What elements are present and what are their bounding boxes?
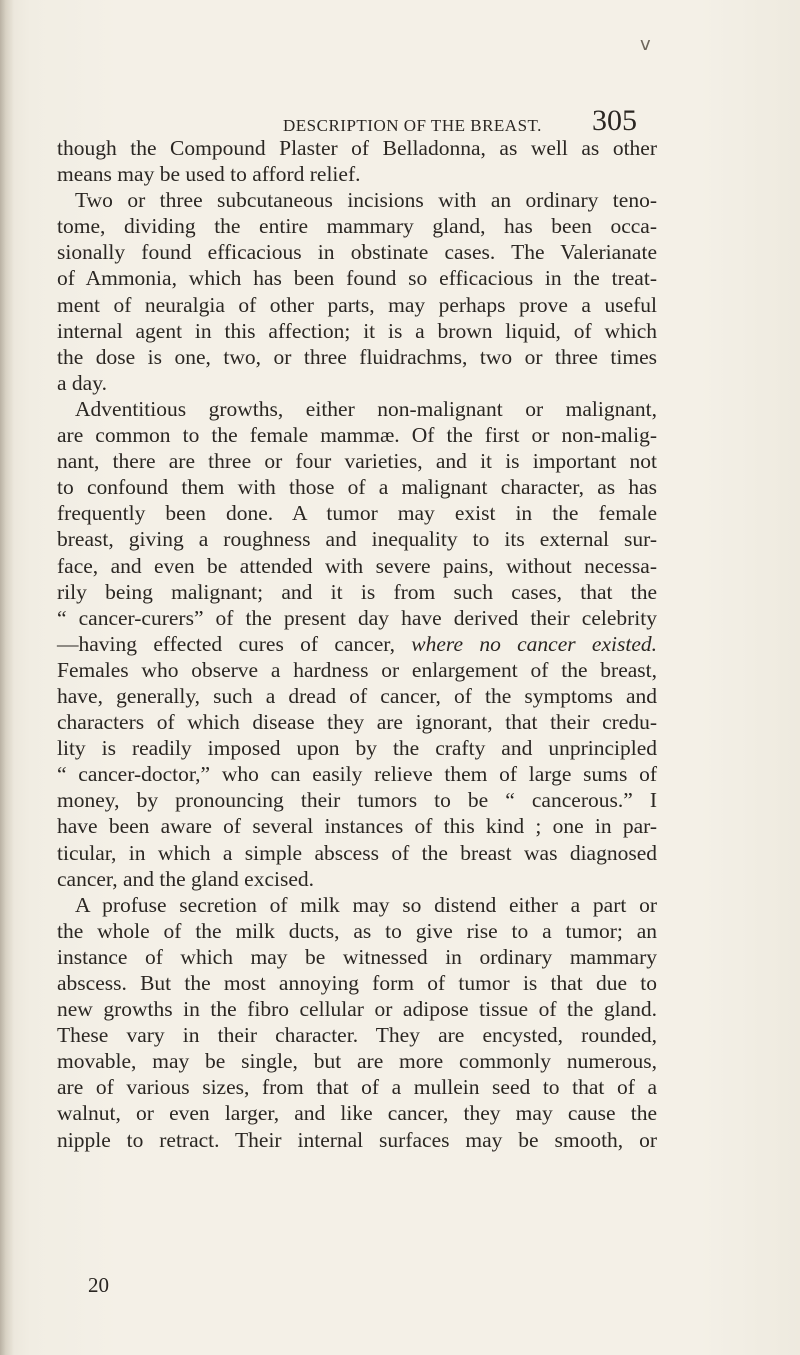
text-line: abscess. But the most annoying form of tumor is that due to (57, 971, 657, 995)
text-line: tome, dividing the entire mammary gland, has been occa- (57, 214, 657, 239)
text-line-mixed (57, 631, 657, 657)
text-line: movable, may be single, but are more commonly numerous, (57, 1049, 657, 1074)
text-line: characters of which disease they are ignorant, that their credu- (57, 710, 657, 735)
page-header (0, 86, 800, 137)
text-line: instance of which may be witnessed in ordinary mammary (57, 944, 657, 969)
page-number: 305 (592, 104, 637, 137)
text-line: lity is readily imposed upon by the crafty and unprincipled (57, 736, 657, 761)
italic-phrase: where no cancer existed. (411, 631, 657, 656)
text-line: “ cancer-doctor,” who can easily relieve them of large sums of (57, 762, 657, 787)
text-line: sionally found efficacious in obstinate cases. The Valerianate (57, 240, 657, 265)
text-line: ticular, in which a simple abscess of the breast was diagnosed (57, 840, 657, 865)
text-line: nipple to retract. Their internal surfaces may be smooth, or (57, 1127, 657, 1152)
text-line: have been aware of several instances of this kind ; one in par- (57, 814, 657, 839)
text-line: face, and even be attended with severe pains, without necessa- (57, 553, 657, 578)
text-line: rily being malignant; and it is from such cases, that the (57, 579, 657, 604)
text-line: ment of neuralgia of other parts, may perhaps prove a useful (57, 292, 657, 317)
signature-mark: 20 (88, 1273, 109, 1297)
page-binding-edge (0, 0, 14, 1355)
text-line: frequently been done. A tumor may exist in the female (57, 501, 657, 526)
text-line: Females who observe a hardness or enlargement of the breast, (57, 657, 657, 682)
text-line: are common to the female mammæ. Of the first or non-malig- (57, 423, 657, 448)
text-line: the whole of the milk ducts, as to give rise to a tumor; an (57, 918, 657, 943)
corner-mark: v (640, 34, 651, 55)
text-line: Adventitious growths, either non-malignant or malignant, (75, 396, 657, 421)
text-line: “ cancer-curers” of the present day have derived their celebrity (57, 605, 657, 630)
text-line: new growths in the fibro cellular or adipose tissue of the gland. (57, 997, 657, 1022)
text-line: money, by pronouncing their tumors to be “ cancerous.” I (57, 788, 657, 813)
text-line: internal agent in this affection; it is a brown liquid, of which (57, 318, 657, 343)
text-line: Two or three subcutaneous incisions with an ordinary teno- (75, 188, 657, 213)
text-line: are of various sizes, from that of a mullein seed to that of a (57, 1075, 657, 1100)
text-segment: —having effected cures of cancer, (57, 631, 412, 656)
text-line: nant, there are three or four varieties, and it is important not (57, 449, 657, 474)
body-text (57, 135, 657, 1153)
text-line: means may be used to afford relief. (57, 162, 361, 187)
text-line: to confound them with those of a malignant character, as has (57, 475, 657, 500)
text-line: breast, giving a roughness and inequality to its external sur- (57, 527, 657, 552)
text-line: though the Compound Plaster of Belladonna, as well as other (57, 136, 657, 160)
text-line: a day. (57, 370, 107, 395)
text-line: cancer, and the gland excised. (57, 866, 315, 891)
text-line: of Ammonia, which has been found so efficacious in the treat- (57, 266, 657, 291)
text-line: have, generally, such a dread of cancer, of the symptoms and (57, 683, 657, 708)
text-line: the dose is one, two, or three fluidrachms, two or three times (57, 344, 657, 369)
text-line: These vary in their character. They are encysted, rounded, (57, 1023, 657, 1048)
text-line: walnut, or even larger, and like cancer, they may cause the (57, 1101, 657, 1126)
text-line: A profuse secretion of milk may so distend either a part or (75, 892, 657, 917)
running-head: DESCRIPTION OF THE BREAST. (283, 116, 542, 135)
